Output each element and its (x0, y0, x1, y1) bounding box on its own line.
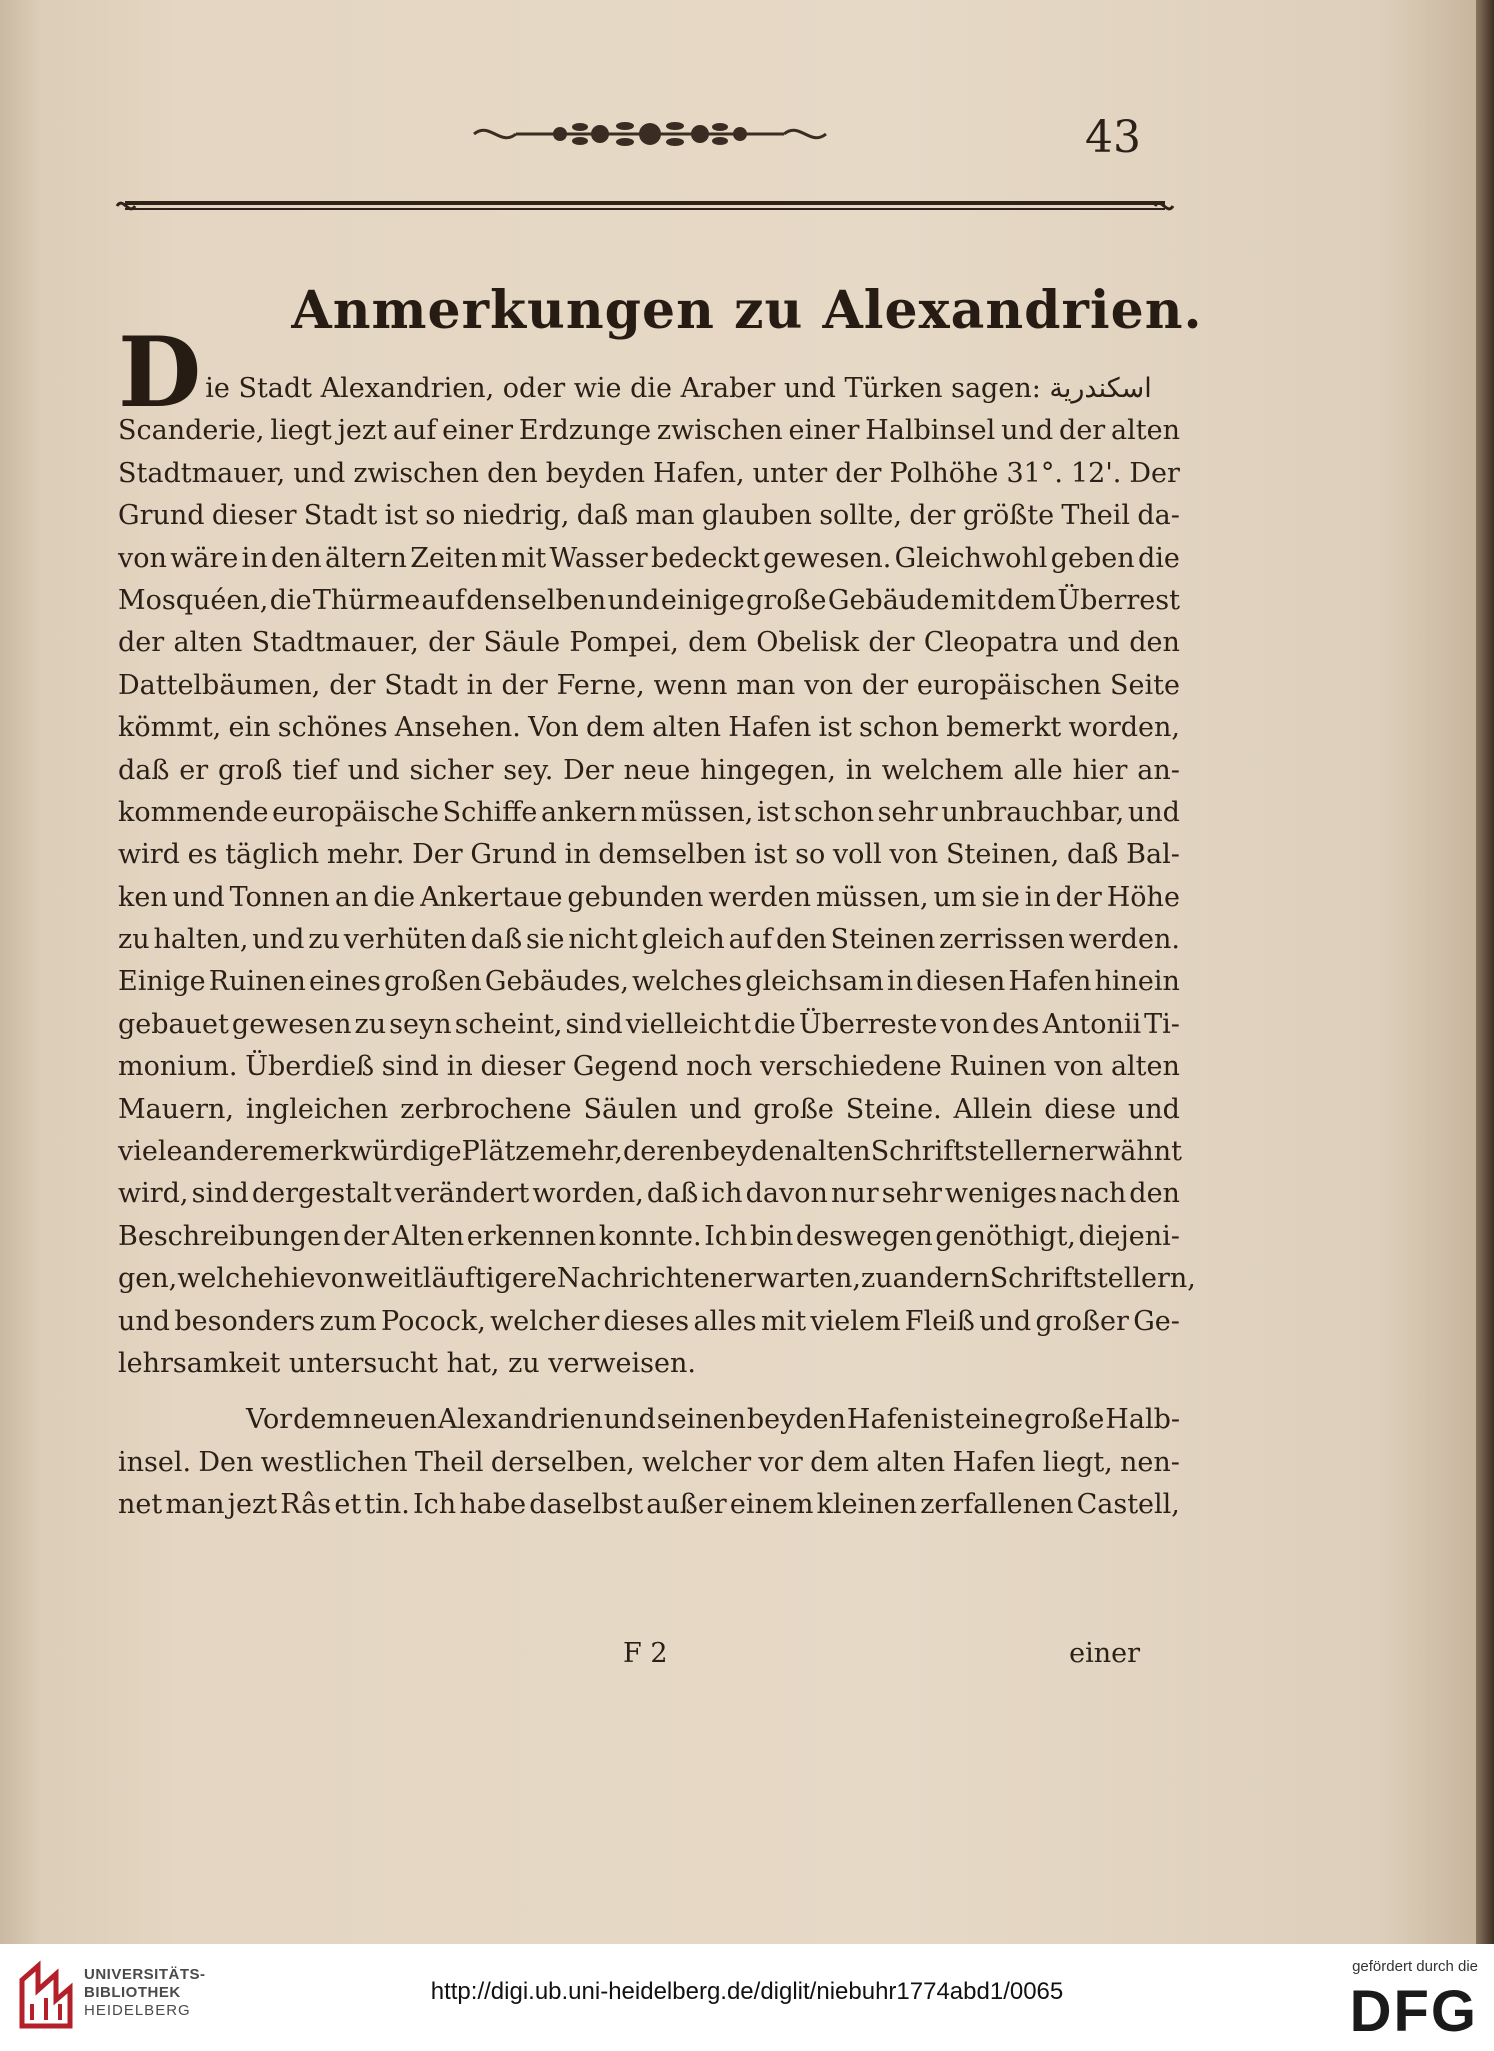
first-line: Die Stadt Alexandrien, oder wie die Araber und Türken sagen: اسكندرية (118, 316, 1152, 429)
chapter-title: Anmerkungen zu Alexandrien. (291, 280, 1203, 341)
body-text (118, 316, 1196, 1527)
text-line: Stadtmauer, und zwischen den beyden Hafen, unter der Polhöhe 31°. 12'. Der (118, 457, 1180, 489)
page-number: 43 (1085, 112, 1141, 163)
drop-cap: D (118, 316, 202, 429)
text-line: Mauern, ingleichen zerbrochene Säulen und große Steine. Allein diese und (118, 1093, 1180, 1125)
text-line: Dattelbäumen, der Stadt in der Ferne, wenn man von der europäischen Seite (118, 669, 1180, 701)
text-line: kömmt, ein schönes Ansehen. Von dem alten Hafen ist schon bemerkt worden, (118, 712, 1180, 744)
dfg-logo: DFG (1349, 1979, 1478, 2044)
text-line: Vor dem neuen Alexandrien und seinen beyden Hafen ist eine große Halb- (246, 1404, 1180, 1436)
text-line: wird es täglich mehr. Der Grund in demselben ist so voll von Steinen, daß Bal- (118, 839, 1180, 871)
text-line: kommende europäische Schiffe ankern müssen, ist schon sehr unbrauchbar, und (118, 796, 1180, 828)
text-line: lehrsamkeit untersucht hat, zu verweisen. (118, 1347, 696, 1379)
text-line: Einige Ruinen eines großen Gebäudes, welches gleichsam in diesen Hafen hinein (118, 966, 1180, 998)
viewer-footer (0, 1944, 1494, 2051)
text-line: zu halten, und zu verhüten daß sie nicht gleich auf den Steinen zerrissen werden. (118, 924, 1180, 956)
university-name: UNIVERSITÄTS- BIBLIOTHEK HEIDELBERG (84, 1966, 206, 2019)
text-line (118, 316, 1180, 429)
page-foot (118, 1638, 1180, 1678)
permalink-url[interactable]: http://digi.ub.uni-heidelberg.de/diglit/niebuhr1774abd1/0065 (430, 1978, 1064, 2005)
header-ornament (470, 113, 830, 155)
text-line: Scanderie, liegt jezt auf einer Erdzunge zwischen einer Halbinsel und der alten (118, 415, 1180, 447)
text-line: viele andere merkwürdige Plätze mehr, deren bey den alten Schriftstellern erwähnt (118, 1136, 1183, 1168)
text-line: daß er groß tief und sicher sey. Der neue hingegen, in welchem alle hier an- (118, 754, 1180, 786)
text-line: gen, welche hievon weitläuftigere Nachrichten erwarten, zu andern Schriftstellern, (118, 1263, 1196, 1295)
funded-by-label: gefördert durch die (1352, 1958, 1478, 1975)
text-line: monium. Überdieß sind in dieser Gegend noch verschiedene Ruinen von alten (118, 1051, 1180, 1083)
text-line: Grund dieser Stadt ist so niedrig, daß man glauben sollte, der größte Theil da- (118, 500, 1180, 532)
text-line: net man jezt Râs et tin. Ich habe daselbst außer einem kleinen zerfallenen Castell, (118, 1489, 1180, 1521)
paragraph-gap (118, 1385, 1180, 1399)
header-rule (115, 192, 1175, 222)
text-line: wird, sind dergestalt verändert worden, daß ich davon nur sehr weniges nach den (118, 1178, 1180, 1210)
catchword: einer (1069, 1638, 1140, 1669)
text-line: Mosquéen, die Thürme auf denselben und einige große Gebäude mit dem Überrest (118, 584, 1180, 616)
signature-mark: F 2 (623, 1638, 668, 1669)
text-line: der alten Stadtmauer, der Säule Pompei, dem Obelisk der Cleopatra und den (118, 627, 1180, 659)
text-line: von wäre in den ältern Zeiten mit Wasser bedeckt gewesen. Gleichwohl geben die (118, 542, 1180, 574)
text-line: ken und Tonnen an die Ankertaue gebunden werden müssen, um sie in der Höhe (118, 881, 1180, 913)
text-line: insel. Den westlichen Theil derselben, welcher vor dem alten Hafen liegt, nen- (118, 1446, 1180, 1478)
text-line: gebauet gewesen zu seyn scheint, sind vielleicht die Überreste von des Antonii Ti- (118, 1008, 1180, 1040)
text-line: Beschreibungen der Alten erkennen konnte. Ich bin deswegen genöthigt, diejeni- (118, 1220, 1180, 1252)
text-line: und besonders zum Pocock, welcher dieses alles mit vielem Fleiß und großer Ge- (118, 1305, 1180, 1337)
